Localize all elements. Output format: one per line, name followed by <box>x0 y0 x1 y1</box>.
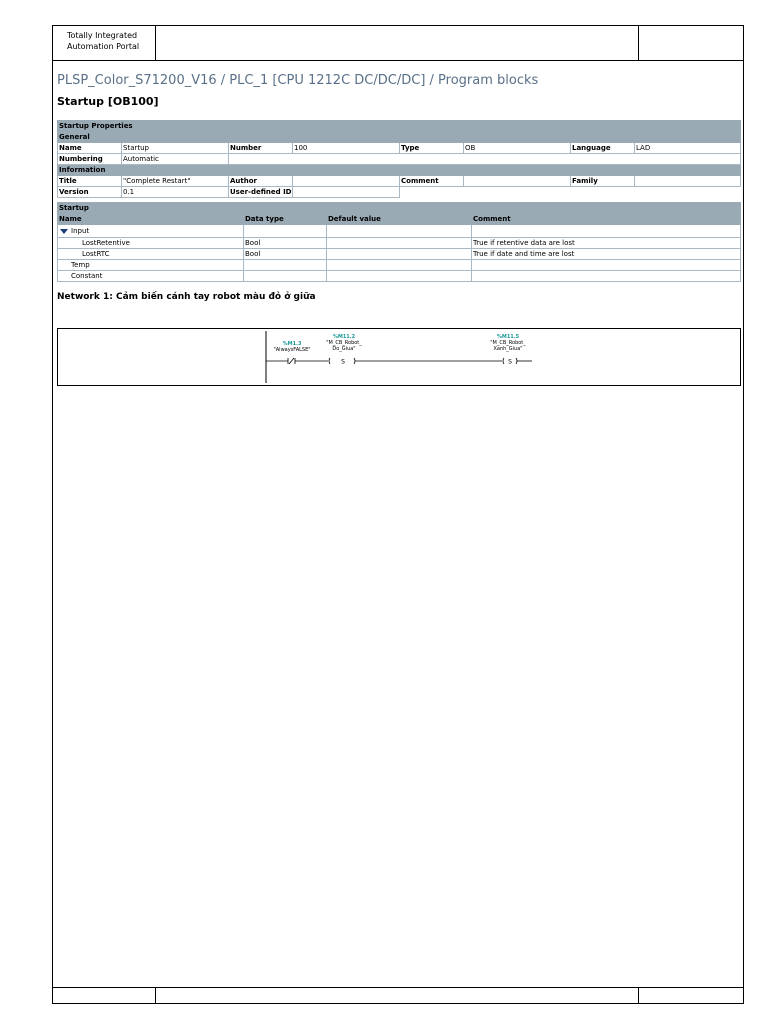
general-row-1 <box>58 143 741 154</box>
row-type <box>244 260 327 271</box>
page-footer <box>53 987 743 1003</box>
language-label: Language <box>571 143 635 154</box>
version-value: 0.1 <box>122 187 229 198</box>
contact-address: %M1.3 <box>282 341 302 347</box>
ladder-network[interactable] <box>57 328 741 386</box>
numbering-spacer <box>229 154 741 165</box>
coil1-symbol-line1: "M_CB_Robot_ <box>326 340 362 346</box>
name-label: Name <box>58 143 122 154</box>
comment-value <box>464 176 571 187</box>
coil2-address: %M11.5 <box>496 334 520 340</box>
contact-symbol: "AlwaysFALSE" <box>273 347 311 353</box>
row-comment <box>472 260 741 271</box>
version-label: Version <box>58 187 122 198</box>
portal-label-line2: Automation Portal <box>67 42 140 51</box>
col-name-header: Name <box>58 214 244 225</box>
block-title: Startup [OB100] <box>57 95 159 108</box>
row-type <box>244 271 327 282</box>
coil2-operand <box>486 334 530 352</box>
portal-label <box>53 26 156 60</box>
page-header <box>53 26 743 61</box>
row-name-text: Input <box>71 227 90 235</box>
numbering-value: Automatic <box>122 154 229 165</box>
title-value: "Complete Restart" <box>122 176 229 187</box>
udid-label: User-defined ID <box>230 188 292 196</box>
table-row <box>58 271 741 282</box>
interface-row-name[interactable] <box>58 225 244 238</box>
coil2-symbol-line1: "M_CB_Robot_ <box>490 340 526 346</box>
general-row-2 <box>58 154 741 165</box>
comment-label: Comment <box>400 176 464 187</box>
language-value: LAD <box>635 143 741 154</box>
block-interface-table <box>57 202 741 282</box>
author-label: Author <box>229 176 293 187</box>
footer-center-cell <box>156 988 639 1004</box>
set-coil-1[interactable] <box>329 358 355 366</box>
name-value: Startup <box>122 143 229 154</box>
row-comment: True if date and time are lost <box>472 249 741 260</box>
interface-section-header: Startup <box>58 203 741 214</box>
col-comment-header: Comment <box>472 214 741 225</box>
portal-label-line1: Totally Integrated <box>67 31 138 40</box>
properties-section-header: Startup Properties <box>58 121 741 132</box>
row-default <box>327 260 472 271</box>
number-value: 100 <box>293 143 400 154</box>
row-name: LostRetentive <box>58 238 244 249</box>
type-value: OB <box>464 143 571 154</box>
row-default <box>327 225 472 238</box>
project-path-title: PLSP_Color_S71200_V16 / PLC_1 [CPU 1212C DC/DC/DC] / Program blocks <box>57 73 539 88</box>
coil1-symbol-line2: Do_Giua" <box>332 346 356 352</box>
network-title: Network 1: Cảm biến cánh tay robot màu đỏ ở giữa <box>57 292 316 302</box>
author-value <box>293 176 400 187</box>
coil1-address: %M11.2 <box>332 334 356 340</box>
family-label: Family <box>571 176 635 187</box>
coil2-op: S <box>508 358 512 366</box>
general-section-header: General <box>58 132 741 143</box>
family-value <box>635 176 741 187</box>
col-type-header: Data type <box>244 214 327 225</box>
information-section-header: Information <box>58 165 741 176</box>
set-coil-2[interactable] <box>503 358 517 366</box>
header-right-cell <box>639 26 743 60</box>
coil1-op: S <box>341 358 345 366</box>
header-center-cell <box>156 26 639 60</box>
interface-column-headers <box>58 214 741 225</box>
contact-operand <box>270 341 314 353</box>
ladder-diagram <box>58 329 742 387</box>
row-type: Bool <box>244 249 327 260</box>
number-label: Number <box>229 143 293 154</box>
row-comment <box>472 225 741 238</box>
row-default <box>327 271 472 282</box>
row-type: Bool <box>244 238 327 249</box>
row-default <box>327 249 472 260</box>
table-row <box>58 238 741 249</box>
coil2-symbol-line2: Xanh_Giua" <box>493 346 523 352</box>
title-label: Title <box>58 176 122 187</box>
startup-properties-table <box>57 120 741 198</box>
udid-value <box>293 187 400 198</box>
row-name: Temp <box>58 260 244 271</box>
row-type <box>244 225 327 238</box>
table-row <box>58 225 741 238</box>
row-name: Constant <box>58 271 244 282</box>
col-default-header: Default value <box>327 214 472 225</box>
information-row-2 <box>58 187 741 198</box>
table-row <box>58 249 741 260</box>
numbering-label: Numbering <box>58 154 122 165</box>
coil1-operand <box>322 334 366 352</box>
information-row-2-empty <box>400 187 741 198</box>
table-row <box>58 260 741 271</box>
normally-closed-contact[interactable] <box>288 358 295 364</box>
type-label: Type <box>400 143 464 154</box>
footer-left-cell <box>53 988 156 1004</box>
information-row-1 <box>58 176 741 187</box>
row-name: LostRTC <box>58 249 244 260</box>
row-comment: True if retentive data are lost <box>472 238 741 249</box>
row-default <box>327 238 472 249</box>
row-comment <box>472 271 741 282</box>
collapse-triangle-icon[interactable] <box>60 229 68 234</box>
